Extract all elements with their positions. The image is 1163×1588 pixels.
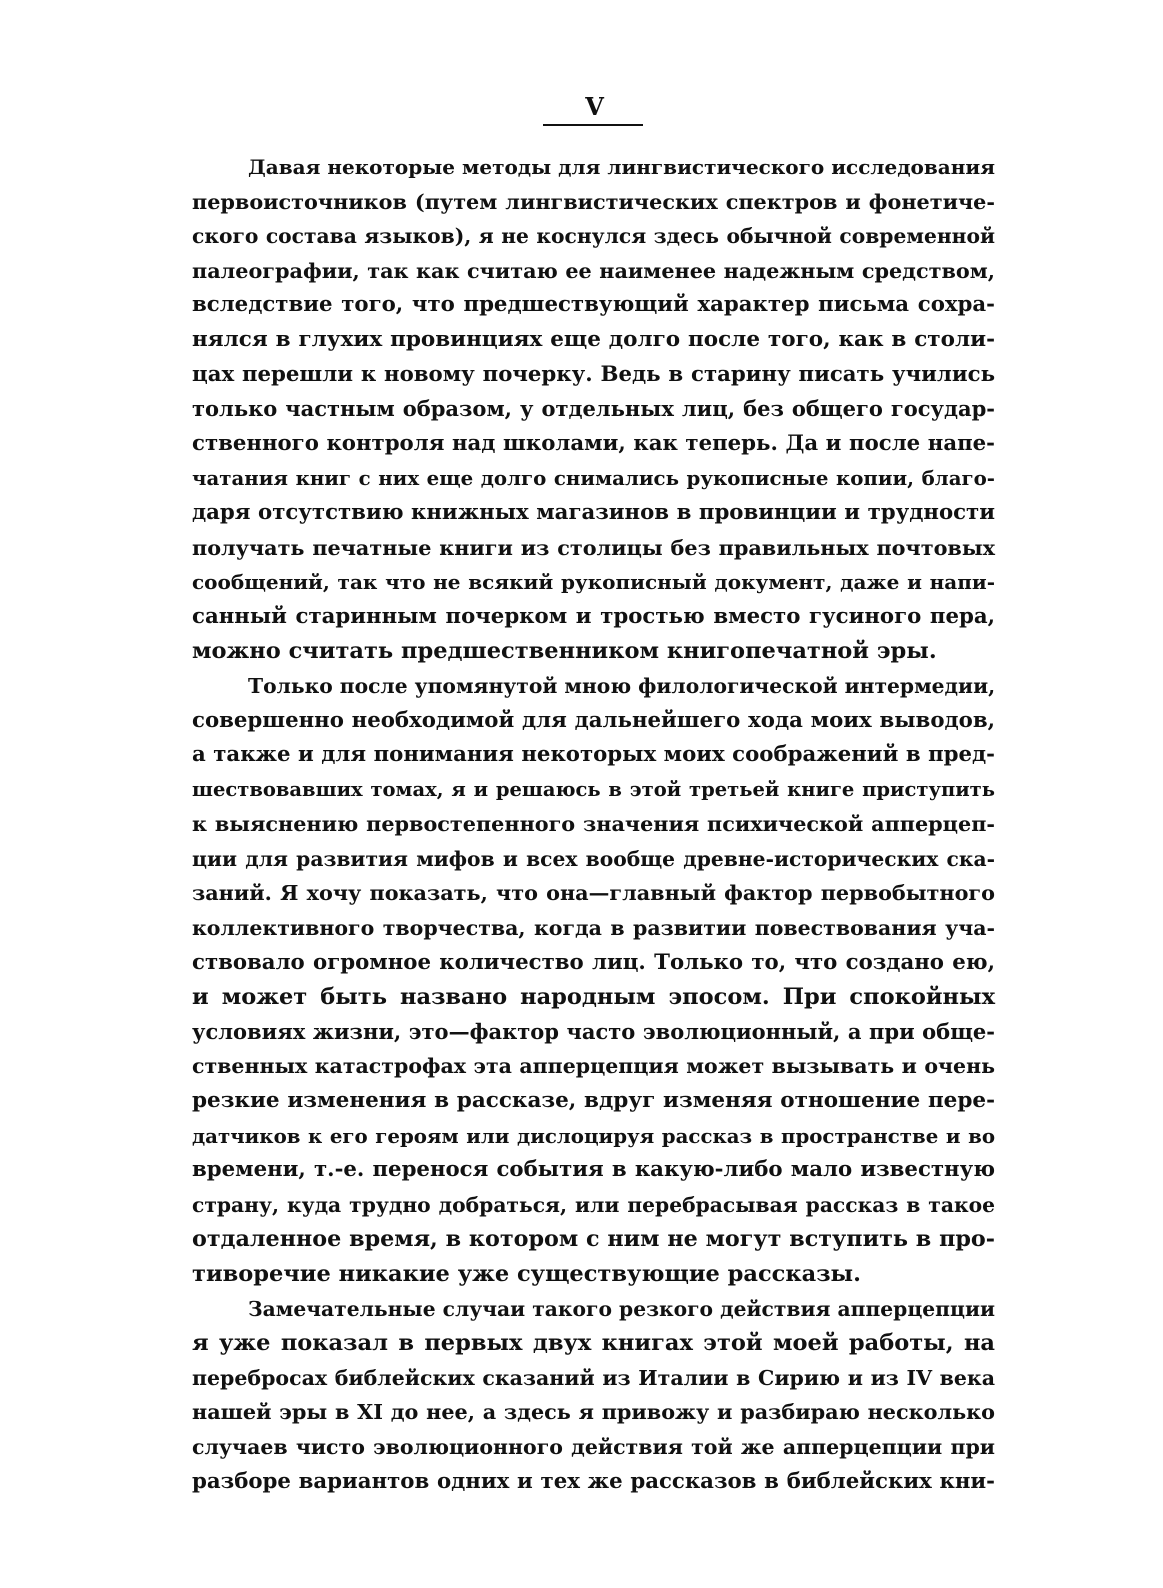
paragraph [192,150,995,669]
text-line: я уже показал в первых двух книгах этой моей работы, на [192,1330,995,1357]
text-line: страну, куда трудно добраться, или перебрасывая рассказ в такое [192,1192,995,1217]
text-line: ции для развития мифов и всех вообще древне-исторических ска- [192,846,995,871]
text-line: палеографии, так как считаю ее наименее надежным средством, [192,258,995,283]
page-number: V [585,92,605,121]
text-line: времени, т.-е. перенося события в какую-либо мало известную [192,1157,995,1183]
text-line: резкие изменения в рассказе, вдруг изменяя отношение пере- [192,1088,995,1114]
text-line: цах перешли к новому почерку. Ведь в старину писать учились [192,361,995,387]
text-line: к выяснению первостепенного значения психической апперцеп- [192,812,995,837]
text-line: отдаленное время, в котором с ним не могут вступить в про- [192,1226,995,1253]
paragraph [192,1292,995,1500]
text-line: сообщений, так что не всякий рукописный документ, даже и напи- [192,570,995,595]
text-line: ствовало огромное количество лиц. Только то, что создано ею, [192,949,995,975]
text-line: перебросах библейских сказаний из Италии в Сирию и из IV века [192,1365,995,1390]
text-line: ственных катастрофах эта апперцепция может вызывать и очень [192,1054,995,1079]
text-line: чатания книг с них еще долго снимались рукописные копии, благо- [192,466,995,491]
text-line: и может быть названо народным эпосом. При спокойных [192,984,995,1011]
body-text [192,150,995,1499]
text-line: Замечательные случаи такого резкого действия апперцепции [248,1296,995,1321]
paragraph [192,669,995,1292]
text-line: только частным образом, у отдельных лиц, без общего государ- [192,396,995,422]
text-line: даря отсутствию книжных магазинов в провинции и трудности [192,499,995,525]
text-line: получать печатные книги из столицы без правильных почтовых [192,535,995,560]
text-line: совершенно необходимой для дальнейшего хода моих выводов, [192,707,995,733]
text-line: Только после упомянутой мною филологической интермедии, [248,673,996,698]
text-line: случаев чисто эволюционного действия той же апперцепции при [192,1434,995,1459]
text-line: шествовавших томах, я и решаюсь в этой третьей книге приступить [192,777,995,801]
text-line: датчиков к его героям или дислоцируя рассказ в пространстве и во [192,1123,995,1148]
text-line: условиях жизни, это—фактор часто эволюционный, а при обще- [192,1018,995,1044]
text-line: Давая некоторые методы для лингвистического исследования [248,155,995,179]
text-line: тиворечие никакие уже существующие рассказы. [192,1261,861,1287]
text-line: первоисточников (путем лингвистических спектров и фонетиче- [192,189,995,214]
text-line: санный старинным почерком и тростью вместо гусиного пера, [192,603,995,629]
text-line: нялся в глухих провинциях еще долго после того, как в столи- [192,326,995,352]
text-line: разборе вариантов одних и тех же рассказов в библейских кни- [192,1468,995,1494]
text-line: нашей эры в XI до нее, а здесь я привожу и разбираю несколько [192,1400,995,1425]
text-line: коллективного творчества, когда в развитии повествования уча- [192,916,995,941]
header-rule [543,124,643,126]
text-line: вследствие того, что предшествующий характер письма сохра- [192,292,995,318]
text-line: а также и для понимания некоторых моих соображений в пред- [192,742,995,768]
text-line: заний. Я хочу показать, что она—главный фактор первобытного [192,881,995,906]
text-line: можно считать предшественником книгопечатной эры. [192,638,937,665]
text-line: ственного контроля над школами, как теперь. Да и после напе- [192,430,995,456]
text-line: ского состава языков), я не коснулся здесь обычной современной [192,224,995,249]
